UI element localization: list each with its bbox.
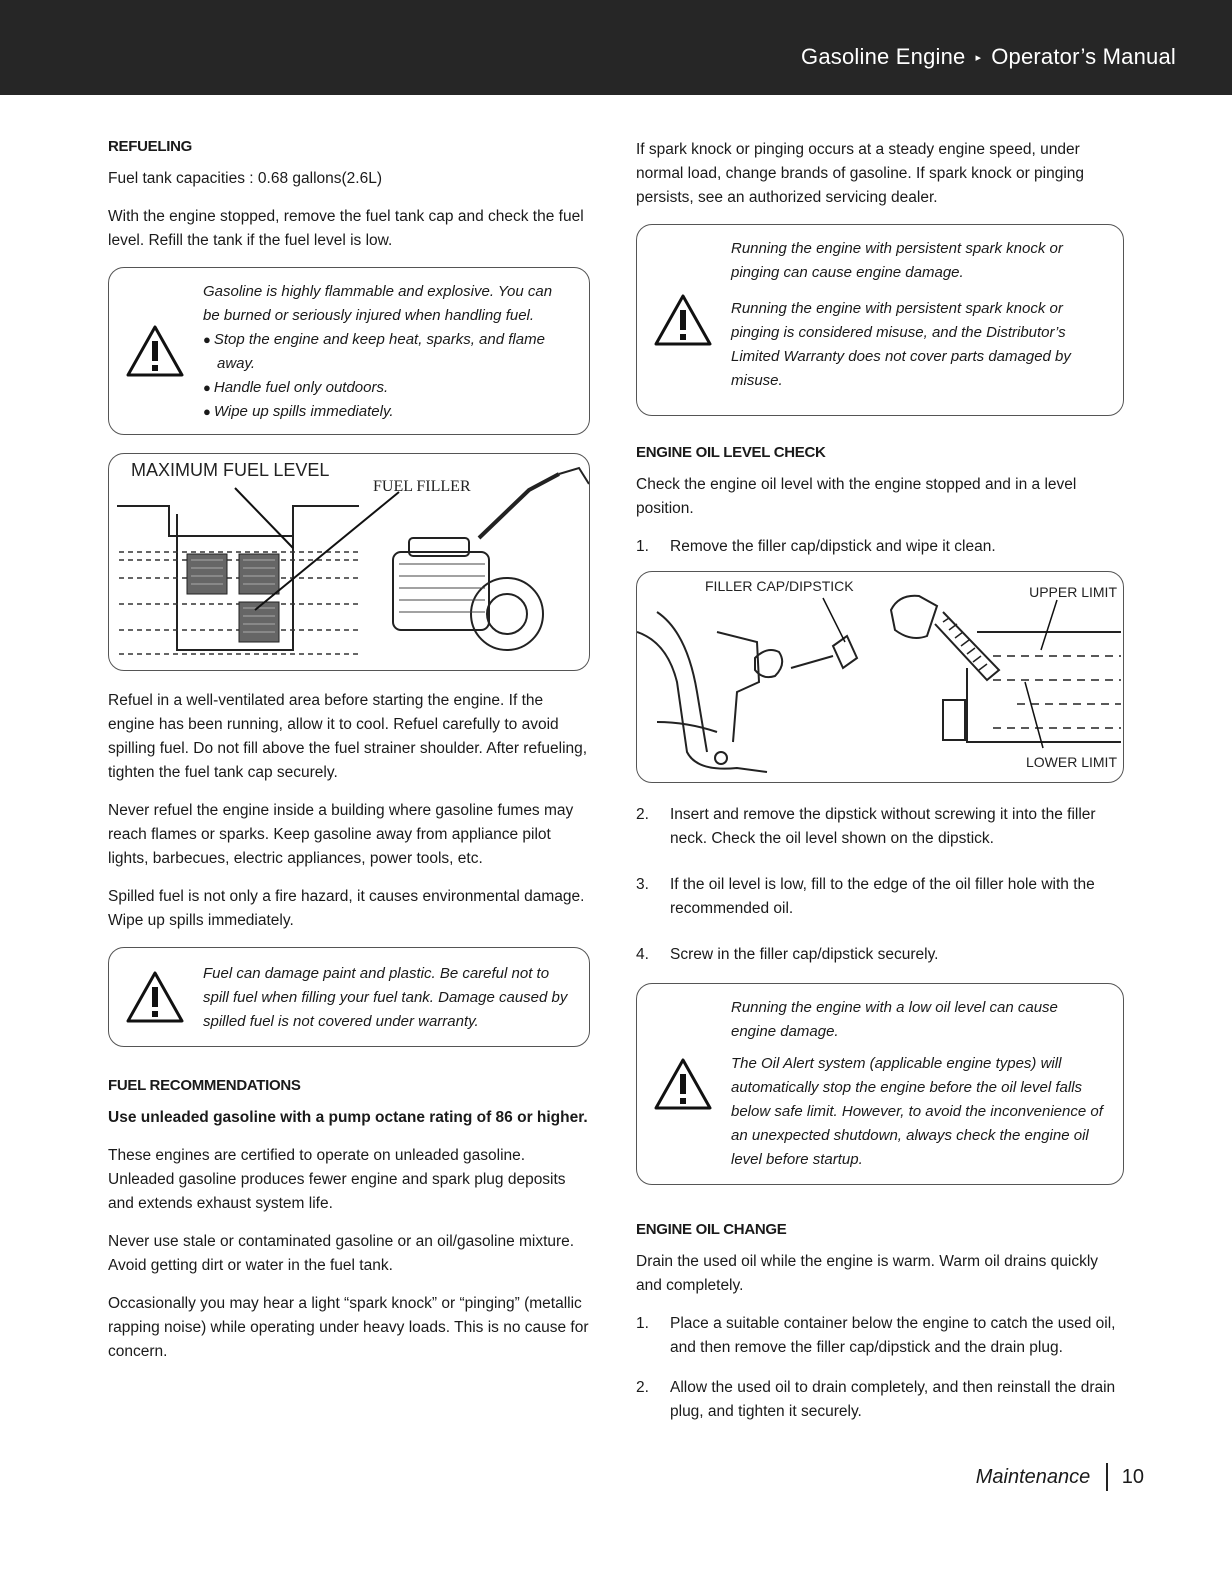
- step-number: 2.: [636, 1379, 649, 1396]
- step-text: Screw in the filler cap/dipstick securely.: [670, 946, 939, 963]
- dipstick-illustration: [637, 572, 1121, 783]
- oil-change-heading: ENGINE OIL CHANGE: [636, 1221, 787, 1238]
- step-number: 4.: [636, 946, 649, 963]
- footer-divider: [1106, 1463, 1108, 1491]
- filler-cap-dipstick-label: FILLER CAP/DIPSTICK: [705, 578, 854, 594]
- warning-box-low-oil: [636, 983, 1124, 1185]
- certified-paragraph: These engines are certified to operate on unleaded gasoline. Unleaded gasoline produces fewer engine and spark plug deposits and extends exhaust system life.: [108, 1147, 566, 1212]
- oil-check-paragraph: Check the engine oil level with the engine stopped and in a level position.: [636, 476, 1077, 517]
- spilled-fuel-paragraph: Spilled fuel is not only a fire hazard, it causes environmental damage. Wipe up spills immediately.: [108, 888, 585, 929]
- page-number: 10: [1121, 1465, 1144, 1488]
- warning-low-oil-text-2: The Oil Alert system (applicable engine types) will automatically stop the engine before the oil level falls below safe limit. However, to avoid the inconvenience of an unexpected shutdown, always check the engine oil level before startup.: [731, 1055, 1103, 1168]
- refuel-paragraph: Refuel in a well-ventilated area before starting the engine. If the engine has been running, allow it to cool. Refuel carefully to avoid spilling fuel. Do not fill above the fuel strainer shoulder. After refueling, tighten the fuel tank cap securely.: [108, 692, 588, 781]
- stale-fuel-paragraph: Never use stale or contaminated gasoline or an oil/gasoline mixture. Avoid getting dirt or water in the fuel tank.: [108, 1233, 575, 1274]
- oil-level-check-heading: ENGINE OIL LEVEL CHECK: [636, 444, 826, 461]
- maximum-fuel-level-label: MAXIMUM FUEL LEVEL: [131, 460, 330, 480]
- step-item: [636, 803, 1124, 851]
- step-item: [636, 873, 1124, 921]
- header-product: Gasoline Engine: [801, 44, 966, 69]
- refueling-heading: REFUELING: [108, 138, 192, 155]
- step-number: 1.: [636, 538, 649, 555]
- lower-limit-label: LOWER LIMIT: [1025, 754, 1117, 770]
- warning-triangle-icon: [125, 970, 185, 1024]
- left-column: [108, 138, 590, 1378]
- step-item: [636, 535, 1124, 559]
- header-bar: [0, 0, 1232, 95]
- warning-bullet: ● Wipe up spills immediately.: [203, 400, 571, 424]
- warning-box-spark-knock: [636, 224, 1124, 416]
- warning-low-oil-text-1: Running the engine with a low oil level can cause engine damage.: [731, 999, 1058, 1040]
- step-number: 3.: [636, 876, 649, 893]
- fuel-recommendations-heading: FUEL RECOMMENDATIONS: [108, 1077, 301, 1094]
- oil-change-paragraph: Drain the used oil while the engine is warm. Warm oil drains quickly and completely.: [636, 1253, 1099, 1294]
- step-number: 2.: [636, 806, 649, 823]
- warning-knock-text-2: Running the engine with persistent spark knock or pinging is considered misuse, and the Distributor’s Limited Warranty does not cover parts damaged by misuse.: [731, 300, 1071, 389]
- step-text: Insert and remove the dipstick without screwing it into the filler neck. Check the oil level shown on the dipstick.: [670, 806, 1096, 847]
- oil-check-steps-b: [636, 803, 1124, 967]
- warning-knock-text-1: Running the engine with persistent spark knock or pinging can cause engine damage.: [731, 240, 1063, 281]
- step-number: 1.: [636, 1315, 649, 1332]
- header-manual: Operator’s Manual: [991, 44, 1176, 69]
- upper-limit-label: UPPER LIMIT: [1029, 584, 1117, 600]
- header-title: [801, 44, 1176, 70]
- step-item: [636, 1376, 1124, 1424]
- oil-change-steps: [636, 1312, 1124, 1424]
- page-footer: [976, 1463, 1144, 1491]
- right-column: [636, 138, 1124, 1440]
- step-text: Remove the filler cap/dipstick and wipe it clean.: [670, 538, 996, 555]
- step-item: [636, 943, 1124, 967]
- footer-section: Maintenance: [975, 1465, 1091, 1488]
- oil-check-steps-a: [636, 535, 1124, 559]
- warning-triangle-icon: [653, 293, 713, 347]
- step-text: Place a suitable container below the engine to catch the used oil, and then remove the filler cap/dipstick and the drain plug.: [670, 1315, 1116, 1356]
- octane-recommendation: Use unleaded gasoline with a pump octane rating of 86 or higher.: [108, 1109, 588, 1126]
- step-item: [636, 1312, 1124, 1360]
- fuel-filler-label: FUEL FILLER: [373, 478, 471, 495]
- warning-triangle-icon: [653, 1057, 713, 1111]
- header-separator: ▸: [975, 52, 982, 64]
- knock-steady-paragraph: If spark knock or pinging occurs at a steady engine speed, under normal load, change brands of gasoline. If spark knock or pinging persists, see an authorized servicing dealer.: [636, 141, 1085, 206]
- step-text: Allow the used oil to drain completely, and then reinstall the drain plug, and tighten it securely.: [670, 1379, 1116, 1420]
- warning-bullet: ● Handle fuel only outdoors.: [203, 376, 571, 400]
- fuel-capacity: Fuel tank capacities : 0.68 gallons(2.6L): [108, 170, 382, 187]
- spark-knock-paragraph: Occasionally you may hear a light “spark knock” or “pinging” (metallic rapping noise) while operating under heavy loads. This is no cause for concern.: [108, 1295, 589, 1360]
- warning-flammable-text: Gasoline is highly flammable and explosive. You can be burned or seriously injured when handling fuel.: [203, 283, 553, 324]
- check-level-text: With the engine stopped, remove the fuel tank cap and check the fuel level. Refill the tank if the fuel level is low.: [108, 208, 584, 249]
- step-text: If the oil level is low, fill to the edge of the oil filler hole with the recommended oil.: [670, 876, 1095, 917]
- fuel-tank-illustration: [109, 454, 589, 671]
- warning-box-flammable: [108, 267, 590, 435]
- warning-bullet: ● Stop the engine and keep heat, sparks, and flame away.: [203, 328, 571, 376]
- warning-fuel-damage-text: Fuel can damage paint and plastic. Be careful not to spill fuel when filling your fuel tank. Damage caused by spilled fuel is not covered under warranty.: [203, 965, 568, 1030]
- warning-box-fuel-damage: [108, 947, 590, 1047]
- warning-triangle-icon: [125, 324, 185, 378]
- fuel-level-figure: [108, 453, 590, 671]
- never-refuel-paragraph: Never refuel the engine inside a building where gasoline fumes may reach flames or sparks. Keep gasoline away from appliance pilot lights, barbecues, electric appliances, power tools, etc.: [108, 802, 574, 867]
- dipstick-figure: [636, 571, 1124, 783]
